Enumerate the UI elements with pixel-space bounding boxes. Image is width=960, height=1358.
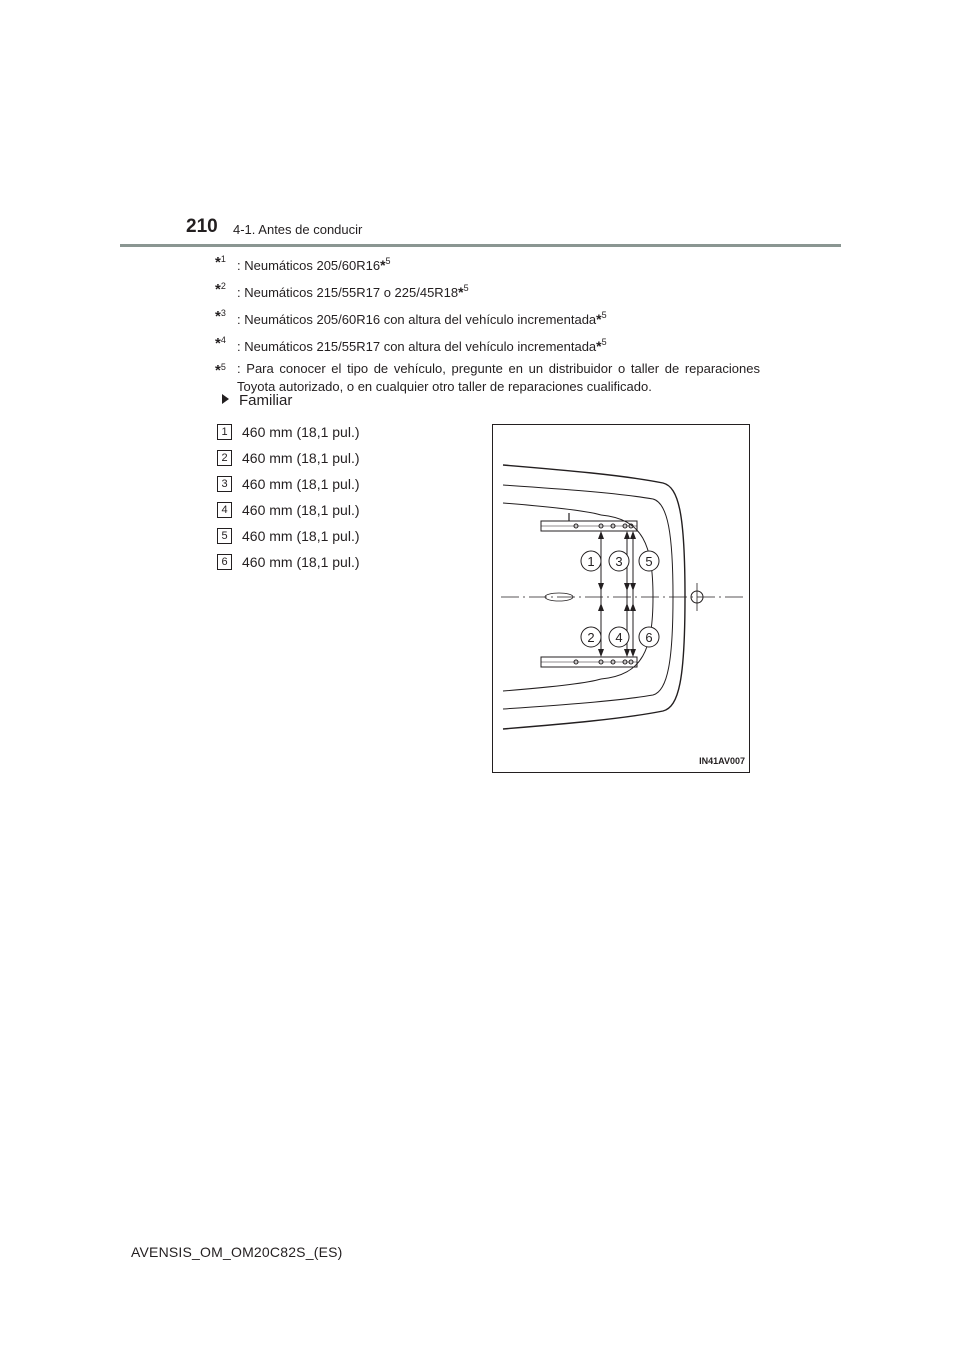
footnote-id: 1 xyxy=(220,254,226,264)
section-title: 4-1. Antes de conducir xyxy=(233,222,363,237)
footnote-ref: 5 xyxy=(601,310,607,320)
footnote-asterisk: * xyxy=(215,254,221,271)
footnote-text: : Neumáticos 215/55R17 o 225/45R18 xyxy=(237,285,459,300)
measurement-item xyxy=(217,497,360,523)
callout-label: 5 xyxy=(645,554,653,569)
number-box: 2 xyxy=(217,450,232,466)
number-box: 6 xyxy=(217,554,232,570)
footnote-text: : Para conocer el tipo de vehículo, pregunte en un distribuidor o taller de reparaciones Toyota autorizado, o en cualquier otro taller de reparaciones cualificado. xyxy=(237,361,760,394)
measurement-value: 460 mm (18,1 pul.) xyxy=(242,476,360,492)
footnote-text: : Neumáticos 205/60R16 xyxy=(237,258,381,273)
subheading-familiar xyxy=(222,392,292,409)
measurement-item xyxy=(217,419,360,445)
number-box: 1 xyxy=(217,424,232,440)
measurement-item xyxy=(217,549,360,575)
car-roof-illustration xyxy=(493,425,749,772)
measurement-value: 460 mm (18,1 pul.) xyxy=(242,502,360,518)
number-box: 4 xyxy=(217,502,232,518)
footnote-text: : Neumáticos 205/60R16 con altura del vehículo incrementada xyxy=(237,312,597,327)
measurement-item xyxy=(217,523,360,549)
subheading-text: Familiar xyxy=(239,392,293,409)
callout-label: 3 xyxy=(615,554,623,569)
callout-label: 4 xyxy=(615,630,623,645)
footnote-ref: 5 xyxy=(385,256,391,266)
footnote-id: 2 xyxy=(220,281,226,291)
measurement-item xyxy=(217,445,360,471)
measurement-value: 460 mm (18,1 pul.) xyxy=(242,450,360,466)
measurement-value: 460 mm (18,1 pul.) xyxy=(242,528,360,544)
footnote-asterisk: * xyxy=(215,308,221,325)
footnote-asterisk: * xyxy=(215,335,221,352)
footnote-id: 3 xyxy=(220,308,226,318)
measurement-value: 460 mm (18,1 pul.) xyxy=(242,424,360,440)
footnote-text: : Neumáticos 215/55R17 con altura del vehículo incrementada xyxy=(237,339,597,354)
footnote-ref: 5 xyxy=(463,283,469,293)
footnote-id: 4 xyxy=(220,335,226,345)
callout-label: 2 xyxy=(587,630,595,645)
footnotes xyxy=(215,252,760,400)
roof-rack-diagram xyxy=(492,424,750,773)
footer-manual-id: AVENSIS_OM_OM20C82S_(ES) xyxy=(131,1244,343,1260)
footnote-asterisk: * xyxy=(215,281,221,298)
triangle-bullet-icon xyxy=(222,394,229,404)
footnote-3: *$^3$ : Neumáticos 205/60R16 con altura del vehículo incrementada*$^5$ xyxy=(215,308,607,327)
measurement-list xyxy=(217,419,360,575)
footnote-1: *$^1$ : Neumáticos 205/60R16*$^5$ xyxy=(215,254,391,273)
footnote-id: 5 xyxy=(220,362,226,372)
number-box: 3 xyxy=(217,476,232,492)
callout-label: 1 xyxy=(587,554,595,569)
header-divider xyxy=(120,244,841,247)
footnote-2: *$^2$ : Neumáticos 215/55R17 o 225/45R18*$^5$ xyxy=(215,281,469,300)
measurement-value: 460 mm (18,1 pul.) xyxy=(242,554,360,570)
footnote-4: *$^4$ : Neumáticos 215/55R17 con altura del vehículo incrementada*$^5$ xyxy=(215,335,607,354)
number-box: 5 xyxy=(217,528,232,544)
page-number: 210 xyxy=(186,216,218,237)
footnote-ref: 5 xyxy=(601,337,607,347)
figure-code: IN41AV007 xyxy=(699,756,745,766)
measurement-item xyxy=(217,471,360,497)
callout-label: 6 xyxy=(645,630,653,645)
footnote-asterisk: * xyxy=(215,362,221,379)
footnote-5 xyxy=(215,360,760,396)
